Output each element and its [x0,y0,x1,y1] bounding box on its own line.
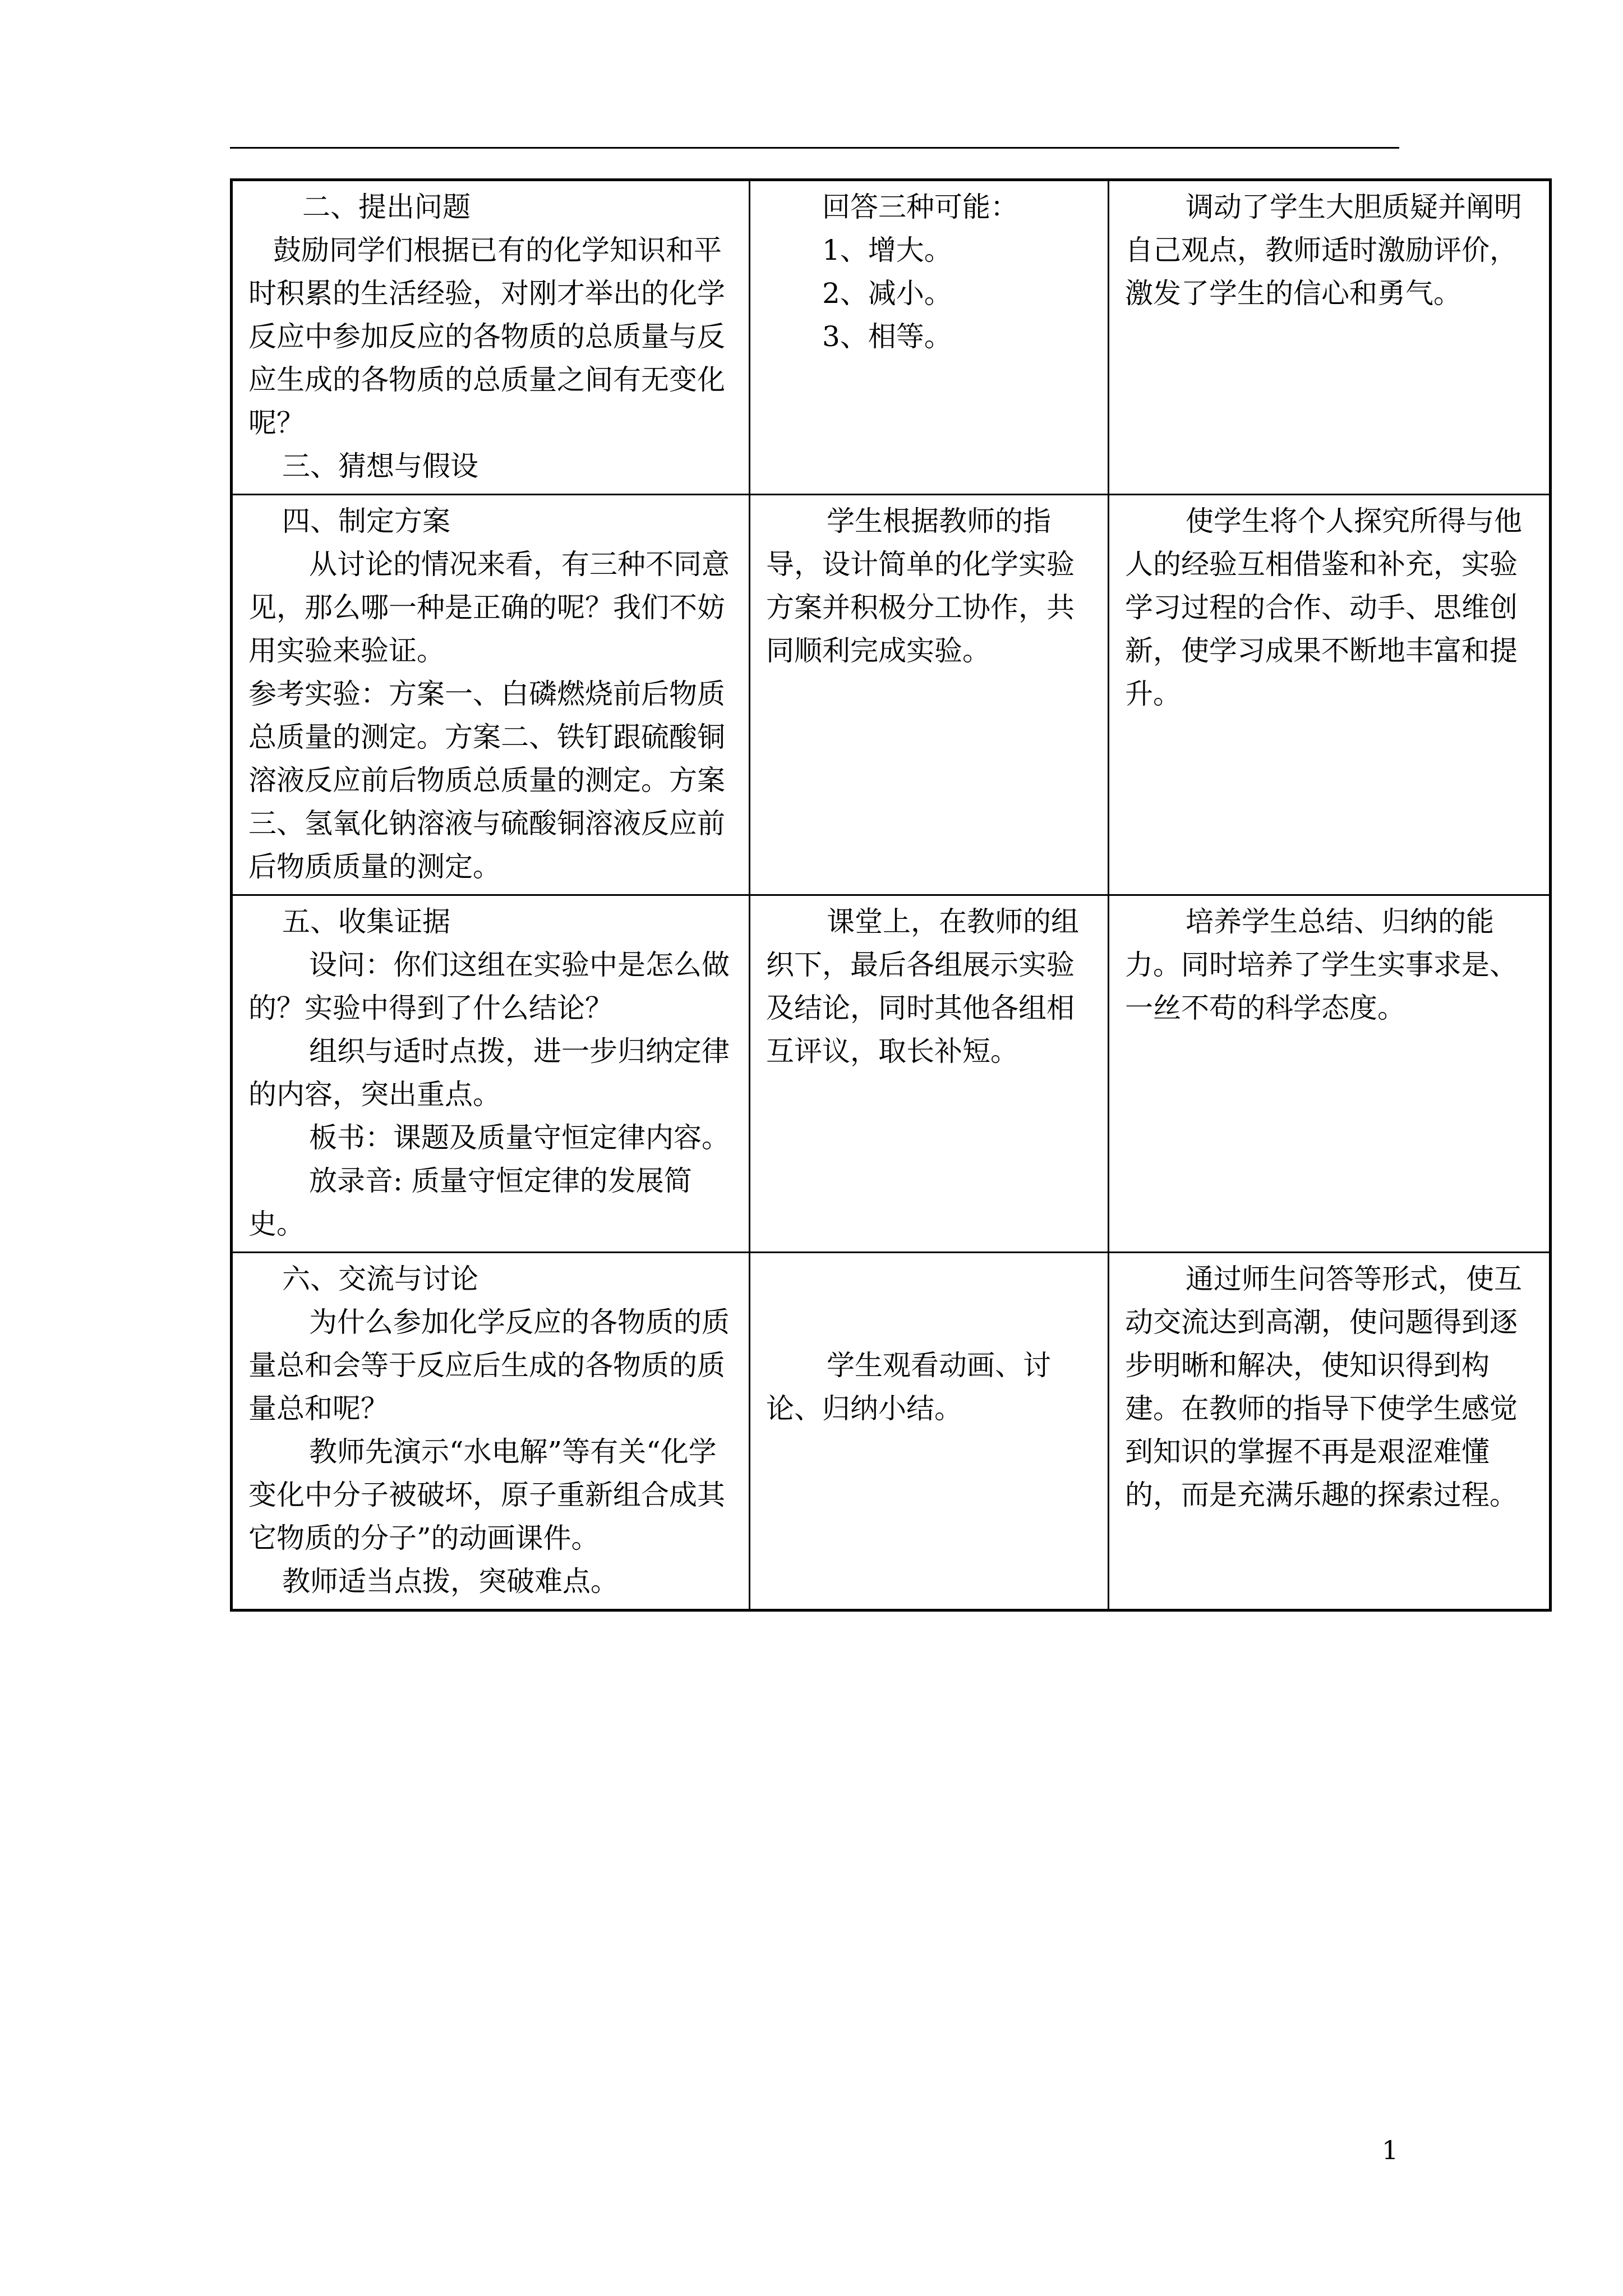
teacher-activity-cell [232,895,750,1253]
list-item: 3、相等。 [822,320,952,353]
header-rule [230,147,1399,149]
section-heading: 三、猜想与假设 [282,450,478,482]
student-activity-cell [750,495,1109,895]
teacher-activity-cell [232,1253,750,1611]
cell-paragraph: 调动了学生大胆质疑并阐明自己观点，教师适时激励评价，激发了学生的信心和勇气。 [1125,191,1522,310]
list-item: 1、增大。 [822,234,952,266]
teacher-activity-cell [232,495,750,895]
cell-paragraph: 学生观看动画、讨论、归纳小结。 [766,1349,1051,1425]
cell-paragraph: 教师适当点拨，突破难点。 [282,1565,619,1598]
lesson-plan-table [230,178,1552,1612]
cell-paragraph: 使学生将个人探究所得与他人的经验互相借鉴和补充，实验学习过程的合作、动手、思维创新，使学习成果不断地丰富和提升。 [1125,505,1522,710]
cell-heading: 回答三种可能： [822,191,1018,223]
student-activity-cell [750,180,1109,495]
table-row [232,895,1551,1253]
section-heading: 六、交流与讨论 [282,1263,478,1295]
section-heading: 五、收集证据 [282,905,450,938]
student-activity-cell [750,895,1109,1253]
teacher-activity-cell [232,180,750,495]
page-number: 1 [1382,2135,1399,2165]
cell-paragraph: 为什么参加化学反应的各物质的质量总和会等于反应后生成的各物质的质量总和呢？ [248,1306,730,1425]
cell-spacer [766,1258,1092,1344]
table-row [232,495,1551,895]
cell-paragraph: 设问：你们这组在实验中是怎么做的？实验中得到了什么结论？ [248,949,730,1024]
cell-paragraph: 学生根据教师的指导，设计简单的化学实验方案并积极分工协作，共同顺利完成实验。 [766,505,1075,667]
cell-paragraph: 教师先演示“水电解”等有关“化学变化中分子被破坏，原子重新组合成其它物质的分子”的动画课件。 [248,1435,725,1554]
cell-paragraph: 培养学生总结、归纳的能力。同时培养了学生实事求是、一丝不苟的科学态度。 [1125,905,1518,1024]
cell-paragraph: 课堂上，在教师的组织下，最后各组展示实验及结论，同时其他各组相互评议，取长补短。 [766,905,1079,1068]
student-activity-cell [750,1253,1109,1611]
cell-paragraph: 放录音: 质量守恒定律的发展简史。 [248,1165,692,1240]
design-intent-cell [1109,1253,1551,1611]
table-row [232,1253,1551,1611]
section-heading: 二、提出问题 [302,191,471,223]
table-row [232,180,1551,495]
cell-paragraph: 鼓励同学们根据已有的化学知识和平时积累的生活经验，对刚才举出的化学反应中参加反应的各物质的总质量与反应生成的各物质的总质量之间有无变化呢？ [248,234,725,439]
cell-paragraph: 组织与适时点拨，进一步归纳定律的内容，突出重点。 [248,1035,730,1111]
section-heading: 四、制定方案 [282,505,450,537]
cell-paragraph: 通过师生问答等形式，使互动交流达到高潮，使问题得到逐步明晰和解决，使知识得到构建。在教师的指导下使学生感觉到知识的掌握不再是艰涩难懂的，而是充满乐趣的探索过程。 [1125,1263,1522,1511]
list-item: 2、减小。 [822,277,952,310]
cell-paragraph: 板书：课题及质量守恒定律内容。 [309,1121,730,1154]
cell-paragraph: 从讨论的情况来看，有三种不同意见，那么哪一种是正确的呢？我们不妨用实验来验证。 [248,548,730,667]
design-intent-cell [1109,180,1551,495]
design-intent-cell [1109,495,1551,895]
cell-paragraph: 参考实验：方案一、白磷燃烧前后物质总质量的测定。方案二、铁钉跟硫酸铜溶液反应前后物质总质量的测定。方案三、氢氧化钠溶液与硫酸铜溶液反应前后物质质量的测定。 [248,678,725,883]
design-intent-cell [1109,895,1551,1253]
